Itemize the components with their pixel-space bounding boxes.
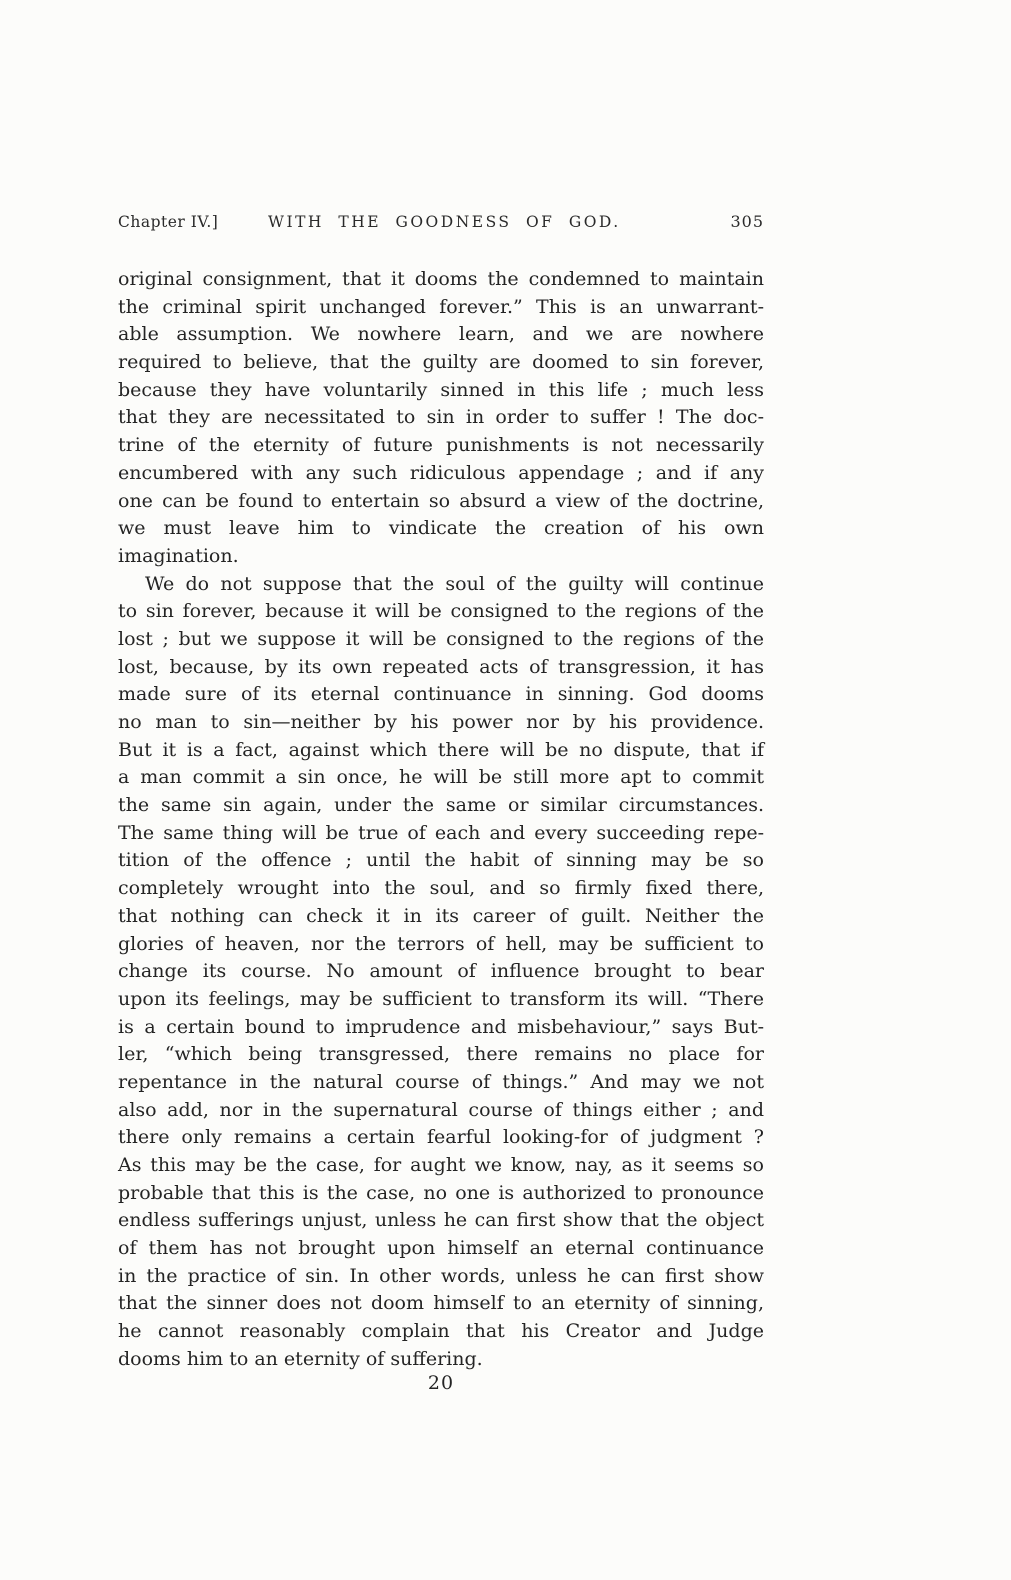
text-line: the criminal spirit unchanged forever.” This is an unwarrant- [118, 295, 764, 318]
text-line: endless sufferings unjust, unless he can first show that the object [118, 1209, 764, 1232]
text-line: the same sin again, under the same or similar circumstances. [118, 794, 764, 817]
text-line: original consignment, that it dooms the condemned to maintain [118, 268, 764, 290]
paragraph-2 [118, 571, 764, 1374]
text-line: change its course. No amount of influence brought to bear [118, 960, 764, 983]
text-line: As this may be the case, for aught we know, nay, as it seems so [118, 1154, 764, 1176]
running-header [118, 212, 764, 231]
text-line: dooms him to an eternity of suffering. [118, 1347, 483, 1370]
text-line: to sin forever, because it will be consigned to the regions of the [118, 600, 764, 623]
text-line: probable that this is the case, no one is authorized to pronounce [118, 1181, 764, 1204]
text-line: in the practice of sin. In other words, unless he can first show [118, 1264, 764, 1287]
text-line: repentance in the natural course of things.” And may we not [118, 1070, 764, 1093]
text-line: encumbered with any such ridiculous appendage ; and if any [118, 461, 764, 484]
text-line: that nothing can check it in its career of guilt. Neither the [118, 904, 764, 927]
text-line: is a certain bound to imprudence and misbehaviour,” says But- [118, 1015, 764, 1038]
text-line: made sure of its eternal continuance in sinning. God dooms [118, 683, 764, 706]
text-line: The same thing will be true of each and every succeeding repe- [118, 821, 764, 844]
text-line: he cannot reasonably complain that his Creator and Judge [118, 1320, 764, 1343]
text-line: of them has not brought upon himself an eternal continuance [118, 1237, 764, 1260]
text-line: glories of heaven, nor the terrors of hell, may be sufficient to [118, 932, 764, 955]
text-line: upon its feelings, may be sufficient to transform its will. “There [118, 987, 764, 1010]
text-line: able assumption. We nowhere learn, and we are nowhere [118, 323, 764, 346]
text-line: there only remains a certain fearful looking-for of judgment ? [118, 1126, 764, 1149]
chapter-label: Chapter IV.] [118, 213, 219, 231]
text-line: one can be found to entertain so absurd a view of the doctrine, [118, 489, 764, 512]
page-title: WITH THE GOODNESS OF GOD. [268, 213, 621, 231]
text-line: tition of the offence ; until the habit of sinning may be so [118, 849, 764, 872]
footer-page-number: 20 [427, 1372, 455, 1394]
text-line: We do not suppose that the soul of the guilty will continue [145, 572, 764, 595]
paragraph-1 [118, 266, 764, 571]
text-line: lost, because, by its own repeated acts of transgression, it has [118, 655, 764, 678]
text-line: completely wrought into the soul, and so firmly fixed there, [118, 877, 764, 900]
body-text [118, 266, 764, 1374]
text-line: ler, “which being transgressed, there remains no place for [118, 1043, 764, 1066]
text-line: trine of the eternity of future punishments is not necessarily [118, 434, 764, 457]
text-line: lost ; but we suppose it will be consigned to the regions of the [118, 627, 764, 650]
text-line: imagination. [118, 544, 239, 567]
text-line: required to believe, that the guilty are doomed to sin forever, [118, 351, 764, 374]
text-line: we must leave him to vindicate the creation of his own [118, 517, 764, 540]
text-line: because they have voluntarily sinned in this life ; much less [118, 378, 764, 401]
text-line: a man commit a sin once, he will be still more apt to commit [118, 766, 764, 789]
text-line: that the sinner does not doom himself to an eternity of sinning, [118, 1292, 764, 1315]
text-line: also add, nor in the supernatural course of things either ; and [118, 1098, 764, 1121]
text-line: no man to sin—neither by his power nor by his providence. [118, 711, 764, 733]
text-line: But it is a fact, against which there will be no dispute, that if [118, 738, 764, 761]
page-number-top: 305 [730, 212, 764, 231]
text-line: that they are necessitated to sin in order to suffer ! The doc- [118, 406, 764, 429]
